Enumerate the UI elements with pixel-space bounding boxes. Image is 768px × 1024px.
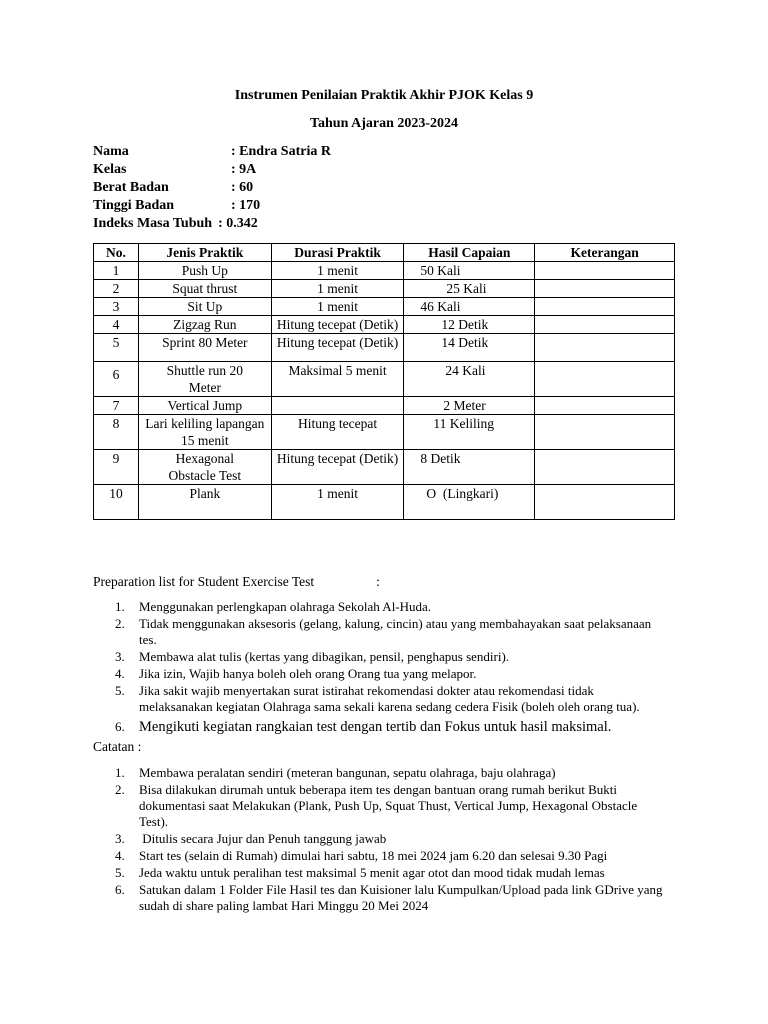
list-item-text: Jika sakit wajib menyertakan surat istirahat rekomendasi dokter atau rekomendasi tidak melaksanakan kegiatan Olahraga sama sekali karena sedang cedera Fisik (boleh oleh orang tua). — [139, 683, 640, 714]
info-value: : 0.342 — [218, 216, 258, 231]
header-durasi: Durasi Praktik — [271, 244, 404, 262]
cell-keterangan — [535, 485, 675, 520]
preparation-list — [93, 599, 668, 736]
cell-hasil: 14 Detik — [404, 334, 535, 362]
list-item: 6. Mengikuti kegiatan rangkaian test dengan tertib dan Fokus untuk hasil maksimal. — [115, 719, 612, 735]
table-row — [94, 334, 675, 362]
cell-keterangan — [535, 397, 675, 415]
cell-jenis: Push Up — [138, 262, 271, 280]
info-label: Nama — [93, 144, 129, 159]
cell-durasi: 1 menit — [271, 280, 404, 298]
list-item-text: Membawa alat tulis (kertas yang dibagikan, pensil, penghapus sendiri). — [139, 649, 510, 664]
table-row — [94, 397, 675, 415]
info-row-nama — [93, 143, 331, 161]
cell-no: 3 — [94, 298, 139, 316]
cell-hasil: 46 Kali — [404, 298, 535, 316]
cell-jenis: Squat thrust — [138, 280, 271, 298]
document-title: Instrumen Penilaian Praktik Akhir PJOK Kelas 9 — [234, 88, 534, 103]
document-subtitle: Tahun Ajaran 2023-2024 — [309, 116, 459, 131]
cell-keterangan — [535, 280, 675, 298]
table-row — [94, 298, 675, 316]
notes-heading: Catatan : — [93, 739, 142, 754]
cell-durasi: Hitung tecepat (Detik) — [271, 450, 404, 485]
table-row — [94, 415, 675, 450]
cell-hasil: 11 Keliling — [404, 415, 535, 450]
list-item-text: Jeda waktu untuk peralihan test maksimal 5 menit agar otot dan mood tidak mudah lemas — [139, 865, 605, 880]
info-label: Berat Badan — [93, 180, 169, 195]
info-value: : 60 — [231, 180, 254, 195]
cell-keterangan — [535, 316, 675, 334]
cell-no: 4 — [94, 316, 139, 334]
list-item: 4. Jika izin, Wajib hanya boleh oleh orang Orang tua yang melapor. — [115, 666, 477, 681]
list-item-text: Membawa peralatan sendiri (meteran bangunan, sepatu olahraga, baju olahraga) — [139, 765, 556, 780]
table-row — [94, 450, 675, 485]
cell-keterangan — [535, 415, 675, 450]
info-label: Indeks Masa Tubuh — [93, 216, 213, 231]
notes-list — [93, 765, 668, 915]
cell-jenis: Sit Up — [138, 298, 271, 316]
cell-no: 8 — [94, 415, 139, 450]
table-header-row — [94, 244, 675, 262]
cell-jenis: Sprint 80 Meter — [138, 334, 271, 362]
list-item-text: Mengikuti kegiatan rangkaian test dengan tertib dan Fokus untuk hasil maksimal. — [139, 719, 612, 735]
header-keterangan: Keterangan — [535, 244, 675, 262]
table-row — [94, 280, 675, 298]
table-row — [94, 485, 675, 520]
info-value: : 9A — [231, 162, 257, 177]
table-row — [94, 362, 675, 397]
info-row-tinggi — [93, 197, 331, 215]
info-label: Tinggi Badan — [93, 198, 175, 213]
cell-durasi: Hitung tecepat (Detik) — [271, 334, 404, 362]
cell-durasi: Maksimal 5 menit — [271, 362, 404, 397]
cell-jenis: Zigzag Run — [138, 316, 271, 334]
header-no: No. — [94, 244, 139, 262]
cell-durasi: Hitung tecepat (Detik) — [271, 316, 404, 334]
cell-no: 2 — [94, 280, 139, 298]
cell-keterangan — [535, 298, 675, 316]
cell-no: 6 — [94, 362, 139, 397]
preparation-heading-text: Preparation list for Student Exercise Test — [93, 574, 315, 589]
info-row-berat — [93, 179, 331, 197]
list-item: 1. Membawa peralatan sendiri (meteran bangunan, sepatu olahraga, baju olahraga) — [115, 765, 556, 780]
cell-jenis: Lari keliling lapangan 15 menit — [138, 415, 271, 450]
cell-no: 7 — [94, 397, 139, 415]
cell-durasi: 1 menit — [271, 298, 404, 316]
cell-hasil: 25 Kali — [404, 280, 535, 298]
list-item-text: Satukan dalam 1 Folder File Hasil tes dan Kuisioner lalu Kumpulkan/Upload pada link GDrive yang sudah di share paling lambat Hari Minggu 20 Mei 2024 — [139, 882, 663, 913]
cell-durasi: 1 menit — [271, 485, 404, 520]
cell-jenis: Vertical Jump — [138, 397, 271, 415]
cell-hasil: 2 Meter — [404, 397, 535, 415]
list-item-text: Ditulis secara Jujur dan Penuh tanggung jawab — [139, 831, 387, 846]
cell-hasil: 50 Kali — [404, 262, 535, 280]
cell-durasi: 1 menit — [271, 262, 404, 280]
cell-keterangan — [535, 262, 675, 280]
cell-no: 9 — [94, 450, 139, 485]
cell-keterangan — [535, 450, 675, 485]
info-value: : 170 — [231, 198, 261, 213]
list-item-text: Menggunakan perlengkapan olahraga Sekolah Al-Huda. — [139, 599, 432, 614]
list-item-text: Tidak menggunakan aksesoris (gelang, kalung, cincin) atau yang membahayakan saat pelaksanaan tes. — [139, 616, 652, 647]
list-item: 5. Jeda waktu untuk peralihan test maksimal 5 menit agar otot dan mood tidak mudah lemas — [115, 865, 605, 880]
cell-hasil: 12 Detik — [404, 316, 535, 334]
info-row-kelas — [93, 161, 331, 179]
cell-keterangan — [535, 362, 675, 397]
cell-hasil: O (Lingkari) — [404, 485, 535, 520]
list-item: 2. Tidak menggunakan aksesoris (gelang, kalung, cincin) atau yang membahayakan saat pelaksanaan tes. — [115, 616, 652, 647]
table-row — [94, 316, 675, 334]
cell-no: 1 — [94, 262, 139, 280]
cell-no: 10 — [94, 485, 139, 520]
table-row — [94, 262, 675, 280]
cell-keterangan — [535, 334, 675, 362]
cell-no: 5 — [94, 334, 139, 362]
list-item: 2. Bisa dilakukan dirumah untuk beberapa item tes dengan bantuan orang rumah berikut Bukti dokumentasi saat Melakukan (Plank, Push Up, Squat Thust, Vertical Jump, Hexagonal Obstacle Test). — [115, 782, 638, 829]
info-value: : Endra Satria R — [231, 144, 331, 159]
list-item: 5. Jika sakit wajib menyertakan surat istirahat rekomendasi dokter atau rekomendasi tidak melaksanakan kegiatan Olahraga sama sekali karena sedang cedera Fisik (boleh oleh orang tua). — [115, 683, 640, 714]
cell-jenis: Plank — [138, 485, 271, 520]
list-item: 1. Menggunakan perlengkapan olahraga Sekolah Al-Huda. — [115, 599, 432, 614]
cell-hasil: 8 Detik — [404, 450, 535, 485]
list-item: 4. Start tes (selain di Rumah) dimulai hari sabtu, 18 mei 2024 jam 6.20 dan selesai 9.30 Pagi — [115, 848, 608, 863]
info-row-imt — [93, 215, 331, 233]
preparation-heading — [93, 574, 380, 590]
list-item: 3. Membawa alat tulis (kertas yang dibagikan, pensil, penghapus sendiri). — [115, 649, 510, 664]
score-table — [93, 243, 675, 520]
cell-hasil: 24 Kali — [404, 362, 535, 397]
list-item: 6. Satukan dalam 1 Folder File Hasil tes dan Kuisioner lalu Kumpulkan/Upload pada link GDrive yang sudah di share paling lambat Hari Minggu 20 Mei 2024 — [115, 882, 663, 913]
list-item: 3. Ditulis secara Jujur dan Penuh tanggung jawab — [115, 831, 387, 846]
cell-durasi: Hitung tecepat — [271, 415, 404, 450]
header-jenis: Jenis Praktik — [138, 244, 271, 262]
info-label: Kelas — [93, 162, 127, 177]
header-hasil: Hasil Capaian — [404, 244, 535, 262]
student-info — [93, 143, 331, 233]
cell-durasi — [271, 397, 404, 415]
cell-jenis: Hexagonal Obstacle Test — [138, 450, 271, 485]
list-item-text: Start tes (selain di Rumah) dimulai hari sabtu, 18 mei 2024 jam 6.20 dan selesai 9.30 Pagi — [139, 848, 608, 863]
list-item-text: Jika izin, Wajib hanya boleh oleh orang Orang tua yang melapor. — [139, 666, 477, 681]
preparation-colon: : — [376, 574, 380, 589]
list-item-text: Bisa dilakukan dirumah untuk beberapa item tes dengan bantuan orang rumah berikut Bukti dokumentasi saat Melakukan (Plank, Push Up, Squat Thust, Vertical Jump, Hexagonal Obstacle Test). — [139, 782, 638, 829]
cell-jenis: Shuttle run 20 Meter — [138, 362, 271, 397]
